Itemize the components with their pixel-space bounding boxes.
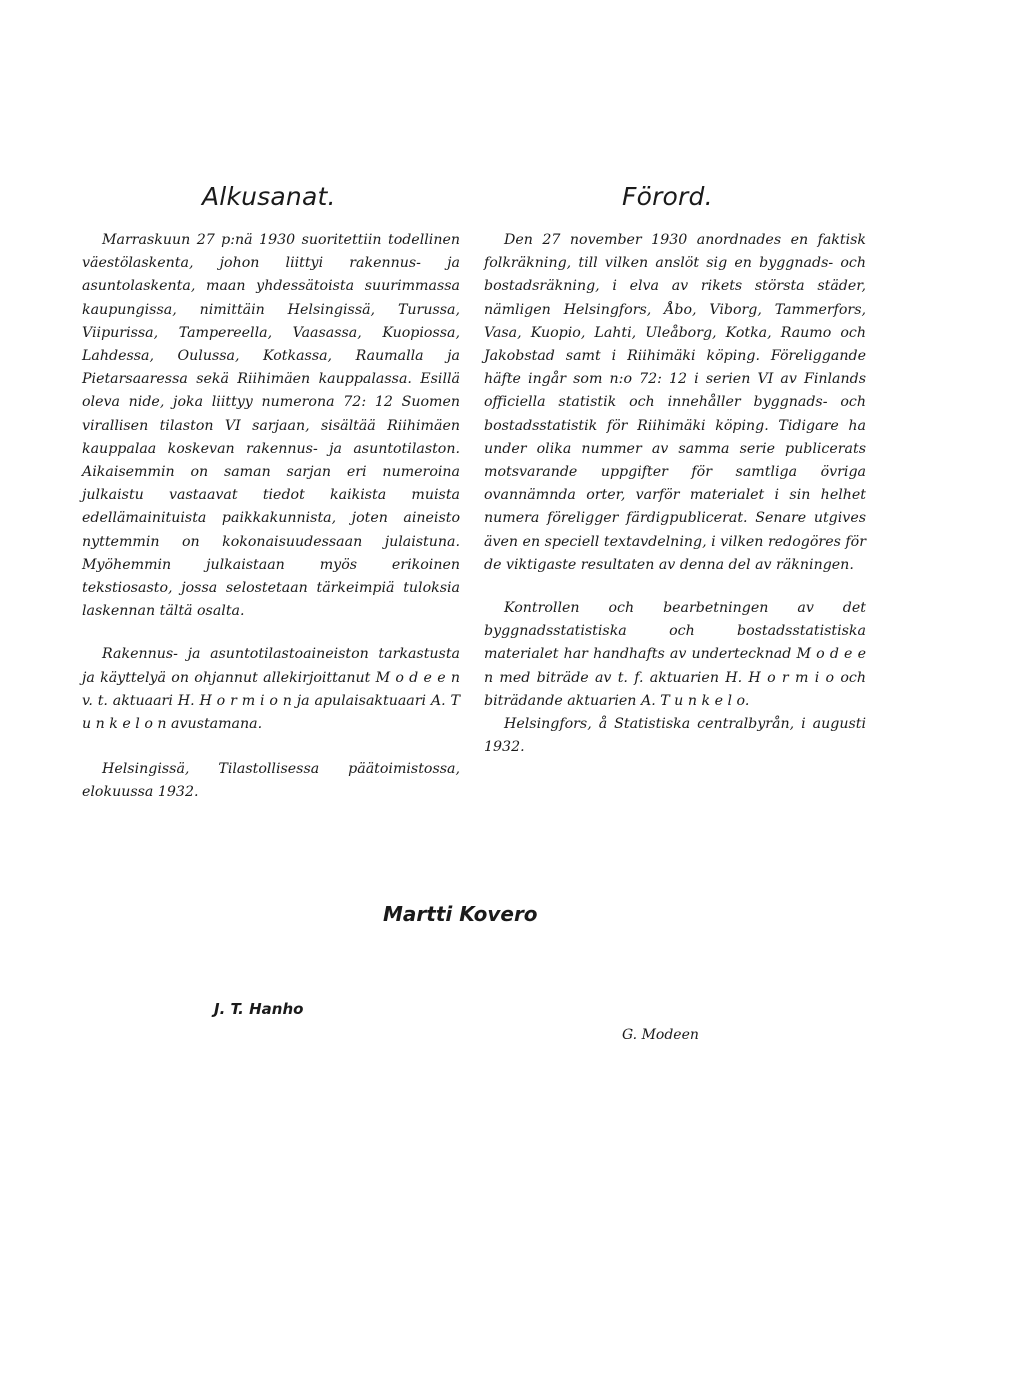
swedish-place-date: Helsingfors, å Statistiska centralbyrån, i augusti 1932. — [484, 716, 866, 756]
swedish-heading: Förord. — [622, 182, 713, 211]
signature-right: G. Modeen — [622, 1027, 699, 1043]
signature-left: J. T. Hanho — [214, 1000, 304, 1018]
finnish-paragraph-2: Rakennus- ja asuntotilastoaineiston tarkastusta ja käyttelyä on ohjannut allekirjoittanut M o d e e n v. t. aktuaari H. H o r m i o n ja apulaisaktuaari A. T u n k e l o n avustamana. — [82, 646, 460, 733]
swedish-paragraph-1: Den 27 november 1930 anordnades en faktisk folkräkning, till vilken anslöt sig en byggnads- och bostadsräkning, i elva av rikets största städer, nämligen Helsingfors, Åbo, Viborg, Tammerfors, Vasa, Kuopio, Lahti, Uleåborg, Kotka, Raumo och Jakobstad samt i Riihimäki köping. Föreliggande häfte ingår som n:o 72: 12 i serien VI av Finlands officiella statistik och innehåller byggnads- och bostadsstatistik för Riihimäki köping. Tidigare ha under olika nummer av samma serie publicerats motsvarande uppgifter för samtliga övriga ovannämnda orter, varför materialet i sin helhet numera föreligger färdigpublicerat. Senare utgives även en speciell textavdelning, i vilken redogöres för de viktigaste resultaten av denna del av räkningen. — [484, 232, 866, 573]
swedish-column — [484, 182, 866, 759]
finnish-heading: Alkusanat. — [202, 182, 336, 211]
signature-main: Martti Kovero — [383, 902, 538, 926]
finnish-column — [82, 182, 460, 805]
finnish-place-date: Helsingissä, Tilastollisessa päätoimistossa, elokuussa 1932. — [82, 761, 460, 801]
swedish-paragraph-2: Kontrollen och bearbetningen av det byggnadsstatistiska och bostadsstatistiska materialet har handhafts av undertecknad M o d e e n med biträde av t. f. aktuarien H. H o r m i o och biträdande aktuarien A. T u n k e l o. — [484, 600, 866, 709]
finnish-paragraph-1: Marraskuun 27 p:nä 1930 suoritettiin todellinen väestölaskenta, johon liittyi rakennus- ja asuntolaskenta, maan yhdessätoista suurimmassa kaupungissa, nimittäin Helsingissä, Turussa, Viipurissa, Tampereella, Vaasassa, Kuopiossa, Lahdessa, Oulussa, Kotkassa, Raumalla ja Pietarsaaressa sekä Riihimäen kauppalassa. Esillä oleva nide, joka liittyy numerona 72: 12 Suomen virallisen tilaston VI sarjaan, sisältää Riihimäen kauppalaa koskevan rakennus- ja asuntotilaston. Aikaisemmin on saman sarjan eri numeroina julkaistu vastaavat tiedot kaikista muista edellämainituista paikkakunnista, joten aineisto nyttemmin on kokonaisuudessaan julaistuna. Myöhemmin julkaistaan myös erikoinen tekstiosasto, jossa selostetaan tärkeimpiä tuloksia laskennan tältä osalta. — [82, 232, 460, 620]
